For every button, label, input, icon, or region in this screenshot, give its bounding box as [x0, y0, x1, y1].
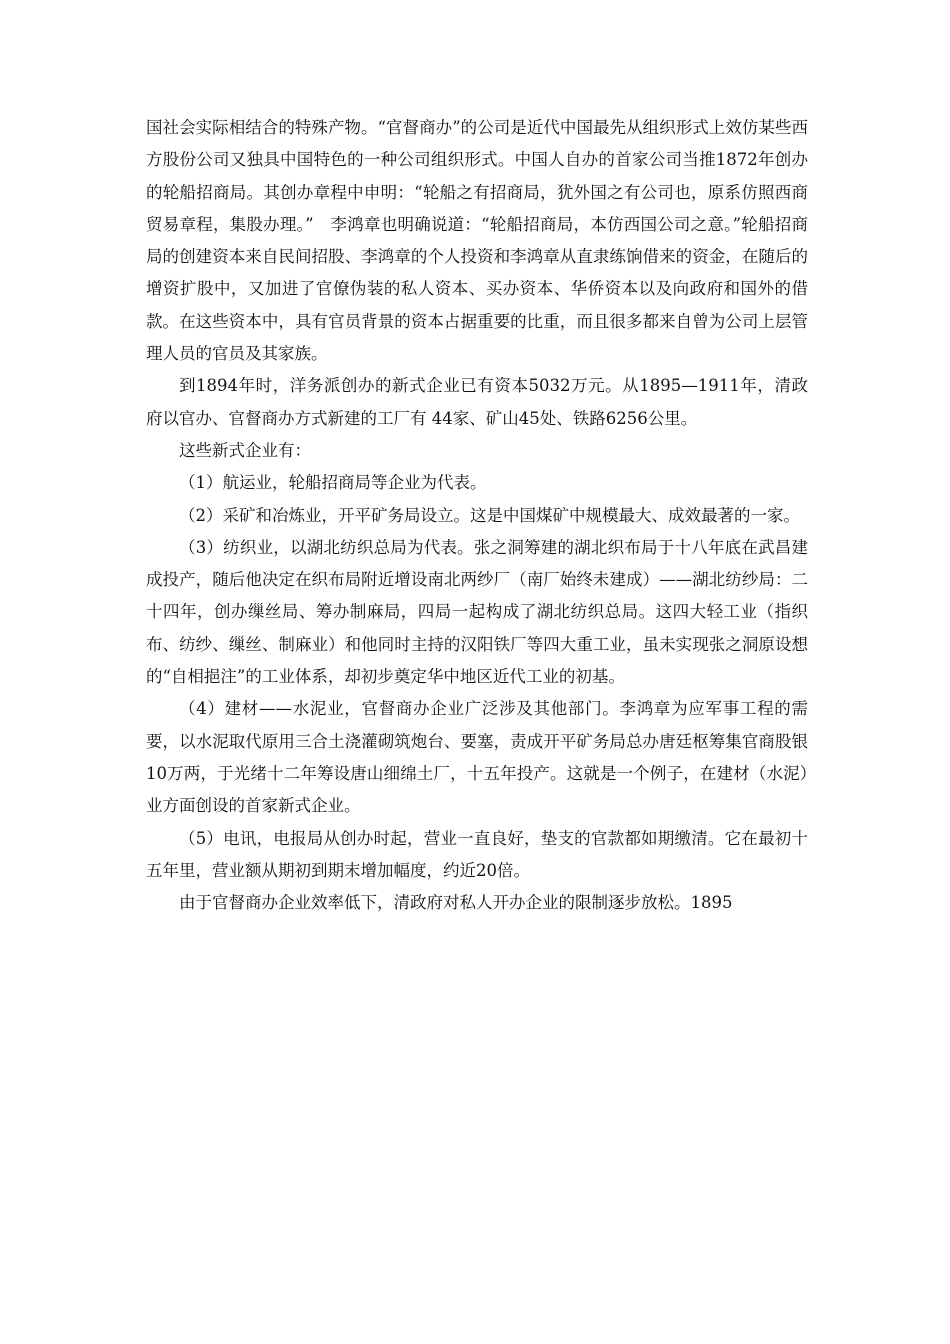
list-item-4: （4）建材——水泥业，官督商办企业广泛涉及其他部门。李鸿章为应军事工程的需要，以水泥取代原用三合土浇灌砌筑炮台、要塞，责成开平矿务局总办唐廷枢筹集官商股银10万两，于光绪十二年筹设唐山细绵土厂，十五年投产。这就是一个例子，在建材（水泥）业方面创设的首家新式企业。: [146, 699, 808, 816]
list-item-5: （5）电讯，电报局从创办时起，营业一直良好，垫支的官款都如期缴清。它在最初十五年里，营业额从期初到期末增加幅度，约近20倍。: [146, 828, 808, 880]
paragraph-3: 这些新式企业有：: [179, 440, 311, 460]
list-item-2: （2）采矿和冶炼业，开平矿务局设立。这是中国煤矿中规模最大、成效最著的一家。: [179, 505, 800, 525]
document-page: [146, 112, 808, 919]
list-item-3: （3）纺织业，以湖北纺织总局为代表。张之洞筹建的湖北织布局于十八年底在武昌建成投产，随后他决定在织布局附近增设南北两纱厂（南厂始终未建成）——湖北纺纱局：二十四年，创办缫丝局、筹办制麻局，四局一起构成了湖北纺织总局。这四大轻工业（指织布、纺纱、缫丝、制麻业）和他同时主持的汉阳铁厂等四大重工业，虽未实现张之洞原设想的“自相挹注”的工业体系，却初步奠定华中地区近代工业的初基。: [146, 537, 808, 687]
list-item-1: （1）航运业，轮船招商局等企业为代表。: [179, 473, 487, 493]
paragraph-2: 到1894年时，洋务派创办的新式企业已有资本5032万元。从1895—1911年，清政府以官办、官督商办方式新建的工厂有 44家、矿山45处、铁路6256公里。: [146, 376, 808, 428]
paragraph-1: 国社会实际相结合的特殊产物。“官督商办”的公司是近代中国最先从组织形式上效仿某些西方股份公司又独具中国特色的一种公司组织形式。中国人自办的首家公司当推1872年创办的轮船招商局。其创办章程中申明：“轮船之有招商局，犹外国之有公司也，原系仿照西商贸易章程，集股办理。” 李鸿章也明确说道：“轮船招商局，本仿西国公司之意。”轮船招商局的创建资本来自民间招股、李鸿章的个人投资和李鸿章从直隶练饷借来的资金，在随后的增资扩股中，又加进了官僚伪装的私人资本、买办资本、华侨资本以及向政府和国外的借款。在这些资本中，具有官员背景的资本占据重要的比重，而且很多都来自曾为公司上层管理人员的官员及其家族。: [146, 118, 808, 364]
paragraph-last: 由于官督商办企业效率低下，清政府对私人开办企业的限制逐步放松。1895: [179, 893, 733, 913]
